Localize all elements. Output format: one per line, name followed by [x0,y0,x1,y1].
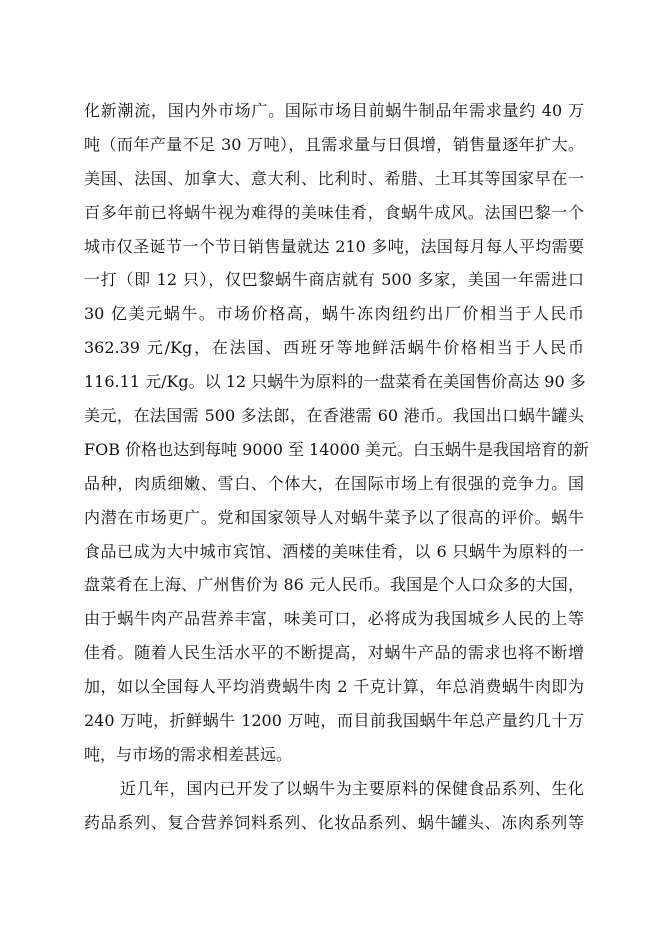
text-line: 百多年前已将蜗牛视为难得的美味佳肴，食蜗牛成风。法国巴黎一个 [84,202,584,222]
text-line: 品种，肉质细嫩、雪白、个体大，在国际市场上有很强的竞争力。国 [84,473,584,493]
text-line: 美元，在法国需 500 多法郎，在香港需 60 港币。我国出口蜗牛罐头 [84,406,584,426]
text-line: 吨（而年产量不足 30 万吨），且需求量与日俱增，销售量逐年扩大。 [84,134,584,154]
text-line: 362.39 元/Kg，在法国、西班牙等地鲜活蜗牛价格相当于人民币 [84,338,584,358]
paragraph-product-development [84,772,584,840]
text-line: 30 亿美元蜗牛。市场价格高，蜗牛冻肉纽约出厂价相当于人民币 [84,304,584,324]
text-line: 近几年，国内已开发了以蜗牛为主要原料的保健食品系列、生化 [120,778,584,798]
text-line: 吨，与市场的需求相差甚远。 [84,744,293,764]
body-text [84,94,590,840]
text-line: 食品已成为大中城市宾馆、酒楼的美味佳肴，以 6 只蜗牛为原料的一 [84,541,584,561]
text-line: 240 万吨，折鲜蜗牛 1200 万吨，而目前我国蜗牛年总产量约几十万 [84,711,584,731]
text-line: 内潜在市场更广。党和国家领导人对蜗牛菜予以了很高的评价。蜗牛 [84,507,584,527]
text-line: 一打（即 12 只），仅巴黎蜗牛商店就有 500 多家，美国一年需进口 [84,270,584,290]
text-line: 由于蜗牛肉产品营养丰富，味美可口，必将成为我国城乡人民的上等 [84,609,584,629]
text-line: 盘菜肴在上海、广州售价为 86 元人民币。我国是个人口众多的大国， [84,575,584,595]
paragraph-market-overview [84,94,590,772]
text-line: 化新潮流，国内外市场广。国际市场目前蜗牛制品年需求量约 40 万 [84,101,584,120]
text-line: 城市仅圣诞节一个节日销售量就达 210 多吨，法国每月每人平均需要 [84,236,584,256]
text-line: 药品系列、复合营养饲料系列、化妆品系列、蜗牛罐头、冻肉系列等 [84,812,584,832]
text-line: FOB 价格也达到每吨 9000 至 14000 美元。白玉蜗牛是我国培育的新 [84,439,590,459]
text-line: 116.11 元/Kg。以 12 只蜗牛为原料的一盘菜肴在美国售价高达 90 多 [84,372,586,392]
text-line: 美国、法国、加拿大、意大利、比利时、希腊、土耳其等国家早在一 [84,168,584,188]
text-line: 加，如以全国每人平均消费蜗牛肉 2 千克计算，年总消费蜗牛肉即为 [84,677,584,697]
text-line: 佳肴。随着人民生活水平的不断提高，对蜗牛产品的需求也将不断增 [84,643,584,663]
